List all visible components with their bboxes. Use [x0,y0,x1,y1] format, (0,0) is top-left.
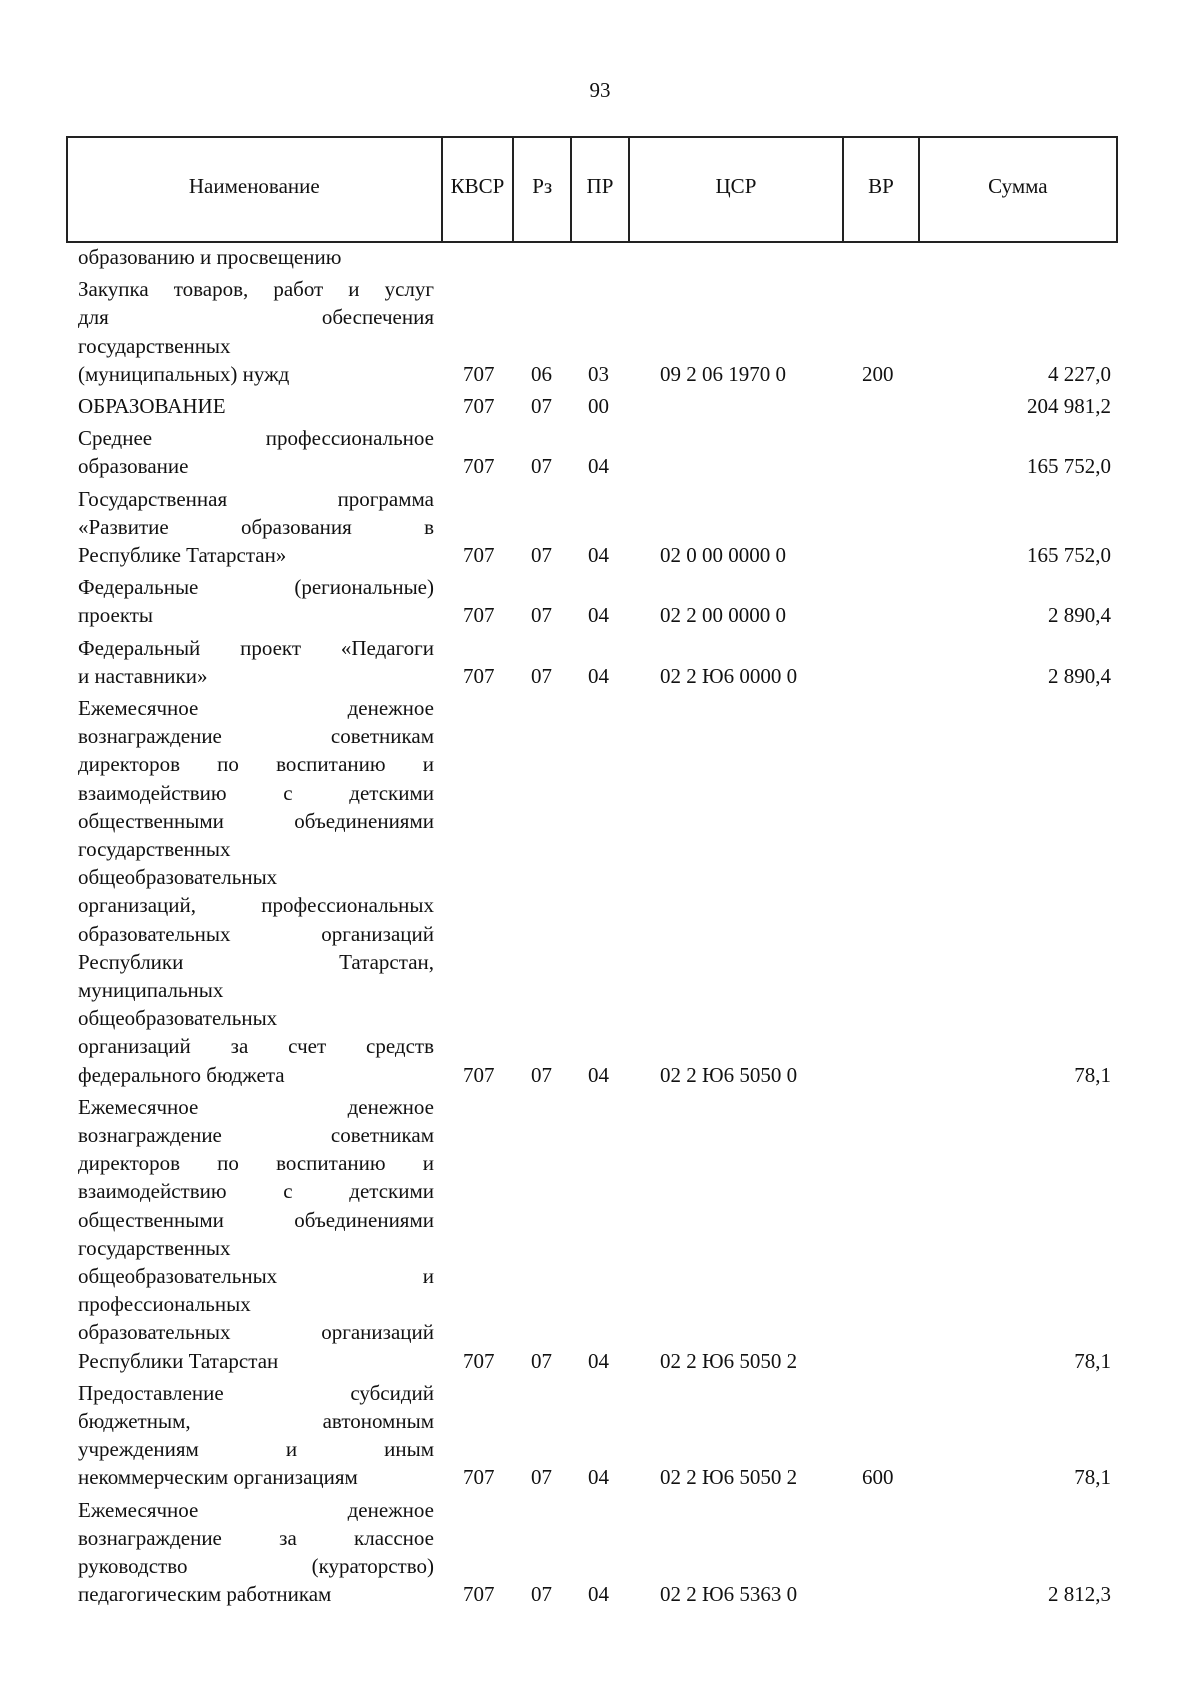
row-name-line: вознаграждение советникам [78,1123,434,1147]
header-pr: ПР [572,138,630,241]
row-pr: 00 [588,394,609,418]
row-name-line: взаимодействию с детскими [78,780,434,805]
row-kvsr: 707 [463,1465,495,1490]
row-rz: 07 [531,1348,552,1373]
header-csr: ЦСР [630,138,844,241]
header-name: Наименование [68,138,443,241]
row-pr: 04 [588,1582,609,1607]
row-kvsr: 707 [463,1582,495,1607]
row-csr: 02 2 Ю6 5050 2 [660,1348,798,1373]
row-name [78,1379,434,1492]
row-csr: 02 2 Ю6 5050 0 [660,1062,798,1087]
row-name [78,485,434,570]
row-name-line: Предоставление субсидий [78,1380,434,1405]
row-name-line: образовательных организаций [78,1320,434,1345]
row-name-line: и наставники» [78,663,208,688]
row-name-line: для обеспечения [78,305,434,330]
row-name-line: Ежемесячное денежное [78,696,434,720]
page-number: 93 [589,78,611,102]
row-name [78,275,434,388]
row-pr: 04 [588,1348,609,1373]
row-sum: 78,1 [1074,1348,1111,1373]
row-name [78,424,434,480]
row-name-line: Федеральные (региональные) [78,575,434,600]
row-name-line: государственных [78,333,231,358]
row-kvsr: 707 [463,361,495,386]
row-name-line: учреждениям и иным [78,1437,434,1462]
row-name [78,573,434,629]
row-rz: 07 [531,542,552,567]
row-rz: 07 [531,663,552,688]
row-kvsr: 707 [463,1348,495,1373]
header-rz: Рз [514,138,572,241]
row-name-line: организаций, профессиональных [78,893,434,918]
row-name-line: директоров по воспитанию и [78,1151,434,1176]
row-name-line: общеобразовательных [78,865,278,890]
row-csr: 02 2 Ю6 5363 0 [660,1582,798,1607]
row-name [78,392,434,420]
row-name [78,1496,434,1609]
row-name-line: «Развитие образования в [78,514,434,539]
row-sum: 78,1 [1074,1465,1111,1490]
row-kvsr: 707 [463,663,495,688]
row-name-line: государственных [78,1235,231,1260]
row-sum: 165 752,0 [1027,542,1111,567]
row-name-line: образование [78,454,189,479]
row-name-line: некоммерческим организациям [78,1465,358,1490]
row-rz: 07 [531,1582,552,1607]
row-name-line: общественными объединениями [78,808,434,833]
row-rz: 07 [531,454,552,479]
row-name-line: общеобразовательных [78,1006,278,1031]
row-name [78,634,434,690]
row-kvsr: 707 [463,394,495,418]
row-name-line: Республики Татарстан [78,1348,279,1373]
row-name [78,243,434,271]
row-sum: 78,1 [1074,1062,1111,1087]
row-name [78,694,434,1089]
row-name-line: Среднее профессиональное [78,426,434,451]
row-rz: 06 [531,361,552,386]
row-name-line: проекты [78,603,154,628]
row-name-line: организаций за счет средств [78,1034,434,1059]
header-vr: ВР [844,138,920,241]
row-name-line: вознаграждение за классное [78,1525,434,1550]
row-pr: 04 [588,1062,609,1087]
row-csr: 02 0 00 0000 0 [660,542,786,567]
row-csr: 02 2 Ю6 5050 2 [660,1465,798,1490]
row-name-line: вознаграждение советникам [78,724,434,749]
row-csr: 09 2 06 1970 0 [660,361,786,386]
row-pr: 04 [588,454,609,479]
row-name-line: Федеральный проект «Педагоги [78,635,434,660]
row-name-line: Республики Татарстан, [78,949,434,974]
row-name-line: Республике Татарстан» [78,543,287,567]
row-name-line: Закупка товаров, работ и услуг [78,277,434,302]
row-pr: 04 [588,663,609,688]
row-kvsr: 707 [463,454,495,479]
row-name-line: бюджетным, автономным [78,1409,434,1433]
row-pr: 04 [588,542,609,567]
row-name-line: образовательных организаций [78,921,434,946]
row-name-line: ОБРАЗОВАНИЕ [78,394,226,418]
row-sum: 2 890,4 [1048,603,1111,628]
row-sum: 2 812,3 [1048,1582,1111,1607]
row-sum: 204 981,2 [1027,394,1111,418]
row-name-line: профессиональных [78,1292,251,1317]
row-name-line: руководство (кураторство) [78,1554,434,1578]
header-sum: Сумма [988,174,1048,198]
row-name-line: муниципальных [78,978,224,1003]
row-name-line: Ежемесячное денежное [78,1497,434,1522]
row-name-line: образованию и просвещению [78,245,342,269]
row-kvsr: 707 [463,603,495,628]
table-header [66,136,1118,243]
row-csr: 02 2 Ю6 0000 0 [660,663,798,688]
row-name [78,1093,434,1375]
row-pr: 04 [588,1465,609,1490]
row-name-line: директоров по воспитанию и [78,752,434,777]
row-pr: 04 [588,603,609,628]
row-name-line: общественными объединениями [78,1207,434,1232]
row-rz: 07 [531,1062,552,1087]
row-name-line: педагогическим работникам [78,1582,332,1607]
row-sum: 2 890,4 [1048,663,1111,688]
row-name-line: федерального бюджета [78,1062,285,1087]
row-rz: 07 [531,1465,552,1490]
row-rz: 07 [531,394,552,418]
row-sum: 4 227,0 [1048,361,1111,386]
header-kvsr: КВСР [443,138,515,241]
row-name-line: взаимодействию с детскими [78,1179,434,1204]
row-rz: 07 [531,603,552,628]
row-kvsr: 707 [463,1062,495,1087]
row-name-line: государственных [78,837,231,862]
row-name-line: Государственная программа [78,486,434,511]
row-vr: 200 [862,361,894,386]
row-kvsr: 707 [463,542,495,567]
row-vr: 600 [862,1465,894,1490]
row-name-line: (муниципальных) нужд [78,361,290,386]
row-csr: 02 2 00 0000 0 [660,603,786,628]
row-name-line: Ежемесячное денежное [78,1094,434,1119]
row-pr: 03 [588,361,609,386]
row-sum: 165 752,0 [1027,454,1111,479]
row-name-line: общеобразовательных и [78,1264,434,1289]
